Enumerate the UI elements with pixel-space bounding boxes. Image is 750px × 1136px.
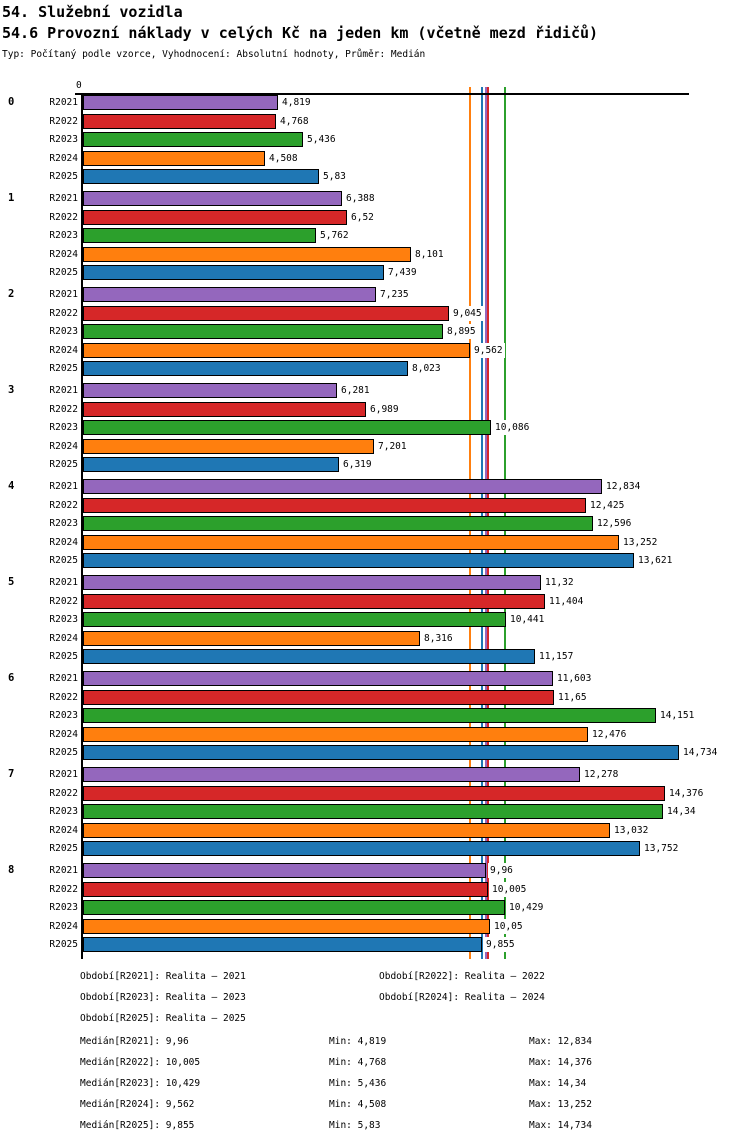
bar-8-r2022 [83,882,488,897]
bar-value-label: 11,32 [545,577,574,588]
row-label-r2024: R2024 [49,728,78,740]
bar-value-label: 12,278 [584,769,619,780]
row-label-r2025: R2025 [49,363,78,374]
bar-value-label: 14,734 [683,747,718,758]
legend-item-r2023: Období[R2023]: Realita – 2023 [80,992,246,1003]
bar-value-label: 4,768 [280,115,309,127]
bar-value-label: 8,101 [415,248,444,260]
bar-value-label: 9,855 [486,939,515,950]
row-label-r2023: R2023 [49,230,78,241]
row-label-r2025: R2025 [49,939,78,950]
bar-value-label: 12,476 [592,728,627,740]
bar-0-r2025 [83,169,319,184]
bar-1-r2021 [83,191,342,206]
bar-0-r2022 [83,114,276,129]
bar-value-label: 11,603 [557,673,592,684]
bar-4-r2025 [83,553,634,568]
bar-value-label: 7,235 [380,289,409,300]
bar-value-label: 8,023 [412,363,441,374]
row-label-r2023: R2023 [49,806,78,817]
bar-8-r2023 [83,900,505,915]
row-label-r2025: R2025 [49,267,78,278]
bar-value-label: 9,562 [474,344,503,356]
bar-value-label: 11,65 [558,691,587,703]
row-label-r2021: R2021 [49,865,78,876]
bar-8-r2024 [83,919,490,934]
row-label-r2023: R2023 [49,134,78,145]
chart-subtitle: Typ: Počítaný podle vzorce, Vyhodnocení: Absolutní hodnoty, Průměr: Medián [2,49,426,60]
group-label-1: 1 [8,192,15,204]
bar-0-r2023 [83,132,303,147]
bar-value-label: 7,439 [388,267,417,278]
row-label-r2025: R2025 [49,843,78,854]
bar-value-label: 6,281 [341,385,370,396]
page-title: 54. Služební vozidla [2,3,183,21]
bar-value-label: 5,436 [307,134,336,145]
bar-value-label: 4,819 [282,97,311,108]
legend-item-r2024: Období[R2024]: Realita – 2024 [379,992,545,1003]
min-value: Min: 4,508 [329,1099,387,1110]
row-label-r2024: R2024 [49,440,78,452]
row-label-r2024: R2024 [49,536,78,548]
bar-value-label: 6,388 [346,193,375,204]
row-label-r2024: R2024 [49,632,78,644]
bar-4-r2023 [83,516,593,531]
bar-value-label: 4,508 [269,152,298,164]
row-label-r2024: R2024 [49,152,78,164]
bar-6-r2022 [83,690,554,705]
bar-5-r2021 [83,575,541,590]
row-label-r2022: R2022 [49,403,78,415]
row-label-r2022: R2022 [49,883,78,895]
group-label-5: 5 [8,576,15,588]
bar-6-r2025 [83,745,679,760]
row-label-r2021: R2021 [49,769,78,780]
bar-5-r2024 [83,631,420,646]
bar-6-r2024 [83,727,588,742]
bar-8-r2021 [83,863,486,878]
group-label-8: 8 [8,864,15,876]
min-value: Min: 4,819 [329,1036,387,1047]
bar-2-r2025 [83,361,408,376]
bar-3-r2024 [83,439,374,454]
legend-item-r2025: Období[R2025]: Realita – 2025 [80,1013,246,1024]
bar-value-label: 13,621 [638,555,673,566]
group-label-7: 7 [8,768,15,780]
row-label-r2021: R2021 [49,577,78,588]
bar-2-r2024 [83,343,470,358]
bar-value-label: 13,252 [623,536,658,548]
group-label-0: 0 [8,96,15,108]
bar-5-r2022 [83,594,545,609]
bar-value-label: 9,045 [453,307,482,319]
bar-3-r2022 [83,402,366,417]
bar-7-r2022 [83,786,665,801]
row-label-r2024: R2024 [49,824,78,836]
bar-4-r2024 [83,535,619,550]
bar-2-r2023 [83,324,443,339]
row-label-r2021: R2021 [49,289,78,300]
bar-value-label: 10,005 [492,883,527,895]
bar-value-label: 10,086 [495,422,530,433]
row-label-r2021: R2021 [49,481,78,492]
bar-value-label: 12,425 [590,499,625,511]
bar-value-label: 11,404 [549,595,584,607]
bar-value-label: 6,52 [351,211,374,223]
row-label-r2025: R2025 [49,459,78,470]
bar-value-label: 11,157 [539,651,574,662]
row-label-r2021: R2021 [49,97,78,108]
median-value: Medián[R2022]: 10,005 [80,1057,201,1068]
row-label-r2024: R2024 [49,344,78,356]
bar-value-label: 8,316 [424,632,453,644]
group-label-6: 6 [8,672,15,684]
bar-value-label: 5,762 [320,230,349,241]
max-value: Max: 14,734 [529,1120,592,1131]
bar-4-r2021 [83,479,602,494]
bar-7-r2023 [83,804,663,819]
min-value: Min: 5,436 [329,1078,387,1089]
row-label-r2023: R2023 [49,422,78,433]
bar-7-r2025 [83,841,640,856]
bar-3-r2023 [83,420,491,435]
row-label-r2022: R2022 [49,787,78,799]
row-label-r2022: R2022 [49,115,78,127]
bar-8-r2025 [83,937,482,952]
bar-5-r2025 [83,649,535,664]
row-label-r2023: R2023 [49,614,78,625]
bar-value-label: 12,834 [606,481,641,492]
legend-item-r2021: Období[R2021]: Realita – 2021 [80,971,246,982]
median-value: Medián[R2023]: 10,429 [80,1078,201,1089]
max-value: Max: 13,252 [529,1099,592,1110]
bar-6-r2021 [83,671,553,686]
legend-item-r2022: Období[R2022]: Realita – 2022 [379,971,545,982]
row-label-r2021: R2021 [49,193,78,204]
bar-1-r2023 [83,228,316,243]
bar-value-label: 9,96 [490,865,513,876]
median-value: Medián[R2021]: 9,96 [80,1036,189,1047]
chart-title: 54.6 Provozní náklady v celých Kč na jeden km (včetně mezd řidičů) [2,24,599,42]
bar-value-label: 5,83 [323,171,346,182]
bar-1-r2025 [83,265,384,280]
bar-2-r2022 [83,306,449,321]
bar-value-label: 14,151 [660,710,695,721]
median-value: Medián[R2024]: 9,562 [80,1099,195,1110]
row-label-r2022: R2022 [49,211,78,223]
bar-0-r2024 [83,151,265,166]
bar-value-label: 10,429 [509,902,544,913]
bar-5-r2023 [83,612,506,627]
row-label-r2022: R2022 [49,307,78,319]
median-value: Medián[R2025]: 9,855 [80,1120,195,1131]
row-label-r2024: R2024 [49,920,78,932]
bar-value-label: 6,319 [343,459,372,470]
group-label-3: 3 [8,384,15,396]
max-value: Max: 14,34 [529,1078,587,1089]
bar-value-label: 8,895 [447,326,476,337]
row-label-r2022: R2022 [49,595,78,607]
group-label-4: 4 [8,480,15,492]
bar-1-r2022 [83,210,347,225]
bar-value-label: 10,05 [494,920,523,932]
row-label-r2025: R2025 [49,651,78,662]
bar-6-r2023 [83,708,656,723]
row-label-r2025: R2025 [49,555,78,566]
bar-7-r2021 [83,767,580,782]
row-label-r2022: R2022 [49,499,78,511]
origin-tick-label: 0 [76,80,82,91]
bar-value-label: 13,032 [614,824,649,836]
bar-1-r2024 [83,247,411,262]
bar-value-label: 14,34 [667,806,696,817]
min-value: Min: 5,83 [329,1120,381,1131]
bar-3-r2021 [83,383,337,398]
row-label-r2024: R2024 [49,248,78,260]
bar-3-r2025 [83,457,339,472]
max-value: Max: 12,834 [529,1036,592,1047]
bar-value-label: 12,596 [597,518,632,529]
bar-7-r2024 [83,823,610,838]
max-value: Max: 14,376 [529,1057,592,1068]
bar-value-label: 14,376 [669,787,704,799]
bar-2-r2021 [83,287,376,302]
row-label-r2022: R2022 [49,691,78,703]
bar-value-label: 7,201 [378,440,407,452]
bar-0-r2021 [83,95,278,110]
row-label-r2021: R2021 [49,385,78,396]
row-label-r2023: R2023 [49,518,78,529]
row-label-r2025: R2025 [49,171,78,182]
min-value: Min: 4,768 [329,1057,387,1068]
row-label-r2023: R2023 [49,710,78,721]
bar-4-r2022 [83,498,586,513]
bar-value-label: 10,441 [510,614,545,625]
row-label-r2023: R2023 [49,902,78,913]
group-label-2: 2 [8,288,15,300]
bar-value-label: 13,752 [644,843,679,854]
row-label-r2025: R2025 [49,747,78,758]
bar-value-label: 6,989 [370,403,399,415]
row-label-r2023: R2023 [49,326,78,337]
row-label-r2021: R2021 [49,673,78,684]
